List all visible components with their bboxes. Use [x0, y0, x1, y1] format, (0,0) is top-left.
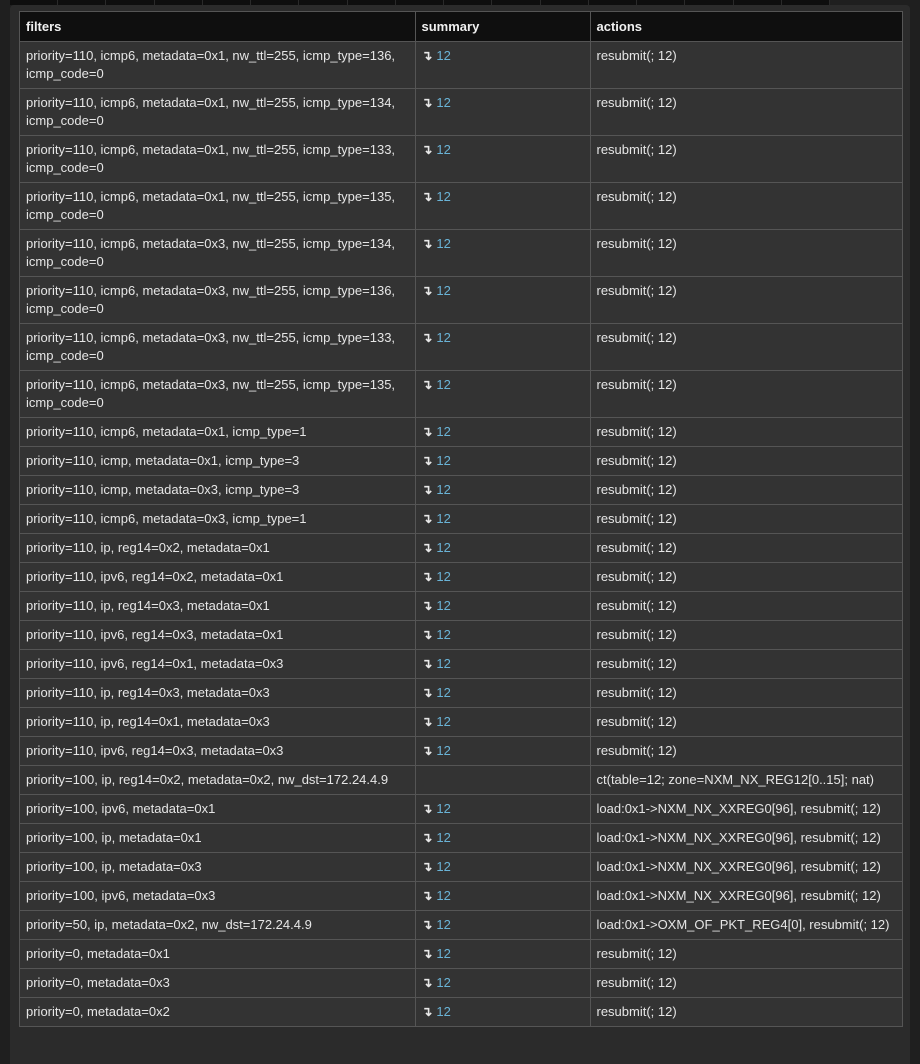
filters-cell: priority=0, metadata=0x3 [20, 969, 415, 998]
summary-cell [415, 882, 590, 911]
goto-table-link[interactable]: 12 [436, 540, 451, 555]
table-row [20, 230, 902, 277]
goto-table-arrow-icon: ↴ [421, 801, 433, 816]
table-row [20, 324, 902, 371]
filters-cell: priority=110, ipv6, reg14=0x3, metadata=0x1 [20, 621, 415, 650]
actions-cell: resubmit(; 12) [590, 621, 902, 650]
table-row [20, 766, 902, 795]
filters-cell: priority=100, ipv6, metadata=0x3 [20, 882, 415, 911]
column-header-actions[interactable]: actions [590, 12, 902, 42]
filters-cell: priority=110, ipv6, reg14=0x3, metadata=0x3 [20, 737, 415, 766]
filters-cell: priority=110, icmp6, metadata=0x1, icmp_type=1 [20, 418, 415, 447]
table-row [20, 447, 902, 476]
goto-table-link[interactable]: 12 [436, 283, 451, 298]
summary-cell [415, 534, 590, 563]
table-row [20, 940, 902, 969]
actions-cell: resubmit(; 12) [590, 679, 902, 708]
goto-table-link[interactable]: 12 [436, 946, 451, 961]
summary-cell [415, 183, 590, 230]
filters-cell: priority=110, icmp6, metadata=0x3, nw_ttl=255, icmp_type=133, icmp_code=0 [20, 324, 415, 371]
actions-cell: resubmit(; 12) [590, 505, 902, 534]
table-row [20, 89, 902, 136]
table-row [20, 505, 902, 534]
goto-table-link[interactable]: 12 [436, 189, 451, 204]
goto-table-arrow-icon: ↴ [421, 482, 433, 497]
goto-table-arrow-icon: ↴ [421, 95, 433, 110]
table-row [20, 911, 902, 940]
summary-cell [415, 737, 590, 766]
goto-table-link[interactable]: 12 [436, 377, 451, 392]
summary-cell [415, 505, 590, 534]
goto-table-arrow-icon: ↴ [421, 656, 433, 671]
goto-table-link[interactable]: 12 [436, 743, 451, 758]
goto-table-arrow-icon: ↴ [421, 283, 433, 298]
summary-cell [415, 708, 590, 737]
summary-cell [415, 940, 590, 969]
actions-cell: resubmit(; 12) [590, 230, 902, 277]
goto-table-link[interactable]: 12 [436, 330, 451, 345]
goto-table-link[interactable]: 12 [436, 1004, 451, 1019]
summary-cell [415, 679, 590, 708]
summary-cell [415, 650, 590, 679]
summary-cell [415, 592, 590, 621]
actions-cell: resubmit(; 12) [590, 737, 902, 766]
summary-cell [415, 371, 590, 418]
summary-cell [415, 476, 590, 505]
summary-cell [415, 969, 590, 998]
actions-cell: load:0x1->NXM_NX_XXREG0[96], resubmit(; 12) [590, 824, 902, 853]
summary-cell [415, 418, 590, 447]
filters-cell: priority=110, icmp6, metadata=0x1, nw_ttl=255, icmp_type=134, icmp_code=0 [20, 89, 415, 136]
table-row [20, 969, 902, 998]
goto-table-arrow-icon: ↴ [421, 830, 433, 845]
table-row [20, 418, 902, 447]
summary-cell [415, 324, 590, 371]
summary-cell [415, 230, 590, 277]
table-row [20, 183, 902, 230]
actions-cell: resubmit(; 12) [590, 650, 902, 679]
actions-cell: resubmit(; 12) [590, 969, 902, 998]
summary-cell [415, 42, 590, 89]
table-row [20, 42, 902, 89]
actions-cell: resubmit(; 12) [590, 324, 902, 371]
actions-cell: load:0x1->NXM_NX_XXREG0[96], resubmit(; 12) [590, 853, 902, 882]
actions-cell: resubmit(; 12) [590, 89, 902, 136]
goto-table-link[interactable]: 12 [436, 95, 451, 110]
goto-table-link[interactable]: 12 [436, 48, 451, 63]
filters-cell: priority=0, metadata=0x2 [20, 998, 415, 1027]
actions-cell: resubmit(; 12) [590, 183, 902, 230]
goto-table-arrow-icon: ↴ [421, 598, 433, 613]
goto-table-arrow-icon: ↴ [421, 917, 433, 932]
column-header-filters[interactable]: filters [20, 12, 415, 42]
goto-table-link[interactable]: 12 [436, 888, 451, 903]
filters-cell: priority=110, icmp6, metadata=0x1, nw_ttl=255, icmp_type=136, icmp_code=0 [20, 42, 415, 89]
goto-table-link[interactable]: 12 [436, 656, 451, 671]
actions-cell: resubmit(; 12) [590, 447, 902, 476]
filters-cell: priority=100, ipv6, metadata=0x1 [20, 795, 415, 824]
goto-table-arrow-icon: ↴ [421, 1004, 433, 1019]
actions-cell: resubmit(; 12) [590, 418, 902, 447]
goto-table-link[interactable]: 12 [436, 830, 451, 845]
flows-table [20, 12, 902, 1027]
goto-table-link[interactable]: 12 [436, 801, 451, 816]
summary-cell [415, 621, 590, 650]
filters-cell: priority=110, ipv6, reg14=0x2, metadata=0x1 [20, 563, 415, 592]
table-row [20, 371, 902, 418]
flows-table-container [19, 11, 903, 1027]
goto-table-arrow-icon: ↴ [421, 685, 433, 700]
filters-cell: priority=110, ipv6, reg14=0x1, metadata=0x3 [20, 650, 415, 679]
column-header-summary[interactable]: summary [415, 12, 590, 42]
goto-table-arrow-icon: ↴ [421, 859, 433, 874]
summary-cell [415, 998, 590, 1027]
goto-table-link[interactable]: 12 [436, 142, 451, 157]
goto-table-arrow-icon: ↴ [421, 453, 433, 468]
actions-cell: resubmit(; 12) [590, 998, 902, 1027]
filters-cell: priority=110, icmp, metadata=0x1, icmp_type=3 [20, 447, 415, 476]
filters-cell: priority=110, ip, reg14=0x3, metadata=0x3 [20, 679, 415, 708]
summary-cell [415, 911, 590, 940]
actions-cell: resubmit(; 12) [590, 708, 902, 737]
table-row [20, 708, 902, 737]
actions-cell: resubmit(; 12) [590, 534, 902, 563]
actions-cell: resubmit(; 12) [590, 940, 902, 969]
filters-cell: priority=110, ip, reg14=0x2, metadata=0x1 [20, 534, 415, 563]
goto-table-arrow-icon: ↴ [421, 627, 433, 642]
goto-table-arrow-icon: ↴ [421, 743, 433, 758]
goto-table-arrow-icon: ↴ [421, 236, 433, 251]
filters-cell: priority=0, metadata=0x1 [20, 940, 415, 969]
goto-table-link[interactable]: 12 [436, 627, 451, 642]
goto-table-link[interactable]: 12 [436, 236, 451, 251]
goto-table-arrow-icon: ↴ [421, 946, 433, 961]
filters-cell: priority=110, icmp6, metadata=0x3, icmp_type=1 [20, 505, 415, 534]
table-row [20, 998, 902, 1027]
table-row [20, 277, 902, 324]
filters-cell: priority=110, icmp6, metadata=0x3, nw_ttl=255, icmp_type=135, icmp_code=0 [20, 371, 415, 418]
filters-cell: priority=110, icmp6, metadata=0x3, nw_ttl=255, icmp_type=136, icmp_code=0 [20, 277, 415, 324]
summary-cell [415, 136, 590, 183]
goto-table-link[interactable]: 12 [436, 424, 451, 439]
goto-table-arrow-icon: ↴ [421, 714, 433, 729]
actions-cell: load:0x1->OXM_OF_PKT_REG4[0], resubmit(; 12) [590, 911, 902, 940]
filters-cell: priority=50, ip, metadata=0x2, nw_dst=172.24.4.9 [20, 911, 415, 940]
goto-table-arrow-icon: ↴ [421, 540, 433, 555]
goto-table-arrow-icon: ↴ [421, 142, 433, 157]
actions-cell: resubmit(; 12) [590, 476, 902, 505]
table-row [20, 650, 902, 679]
filters-cell: priority=110, icmp6, metadata=0x1, nw_ttl=255, icmp_type=133, icmp_code=0 [20, 136, 415, 183]
goto-table-link[interactable]: 12 [436, 453, 451, 468]
actions-cell: ct(table=12; zone=NXM_NX_REG12[0..15]; nat) [590, 766, 902, 795]
actions-cell: resubmit(; 12) [590, 277, 902, 324]
goto-table-link[interactable]: 12 [436, 859, 451, 874]
summary-cell [415, 824, 590, 853]
goto-table-link[interactable]: 12 [436, 685, 451, 700]
table-row [20, 563, 902, 592]
goto-table-link[interactable]: 12 [436, 975, 451, 990]
summary-cell [415, 795, 590, 824]
actions-cell: resubmit(; 12) [590, 592, 902, 621]
table-row [20, 824, 902, 853]
goto-table-link[interactable]: 12 [436, 598, 451, 613]
goto-table-arrow-icon: ↴ [421, 377, 433, 392]
table-row [20, 737, 902, 766]
goto-table-link[interactable]: 12 [436, 569, 451, 584]
table-header-row [20, 12, 902, 42]
summary-cell [415, 853, 590, 882]
table-body [20, 42, 902, 1027]
goto-table-arrow-icon: ↴ [421, 424, 433, 439]
summary-cell [415, 89, 590, 136]
goto-table-arrow-icon: ↴ [421, 48, 433, 63]
actions-cell: resubmit(; 12) [590, 371, 902, 418]
actions-cell: resubmit(; 12) [590, 563, 902, 592]
goto-table-arrow-icon: ↴ [421, 975, 433, 990]
table-row [20, 136, 902, 183]
summary-cell [415, 563, 590, 592]
filters-cell: priority=110, icmp6, metadata=0x3, nw_ttl=255, icmp_type=134, icmp_code=0 [20, 230, 415, 277]
table-row [20, 621, 902, 650]
summary-cell [415, 766, 590, 795]
actions-cell: resubmit(; 12) [590, 42, 902, 89]
goto-table-arrow-icon: ↴ [421, 511, 433, 526]
actions-cell: load:0x1->NXM_NX_XXREG0[96], resubmit(; 12) [590, 882, 902, 911]
goto-table-arrow-icon: ↴ [421, 330, 433, 345]
actions-cell: resubmit(; 12) [590, 136, 902, 183]
table-row [20, 795, 902, 824]
table-row [20, 592, 902, 621]
filters-cell: priority=110, ip, reg14=0x1, metadata=0x3 [20, 708, 415, 737]
goto-table-link[interactable]: 12 [436, 714, 451, 729]
actions-cell: load:0x1->NXM_NX_XXREG0[96], resubmit(; 12) [590, 795, 902, 824]
table-row [20, 882, 902, 911]
table-row [20, 534, 902, 563]
table-row [20, 679, 902, 708]
goto-table-link[interactable]: 12 [436, 917, 451, 932]
filters-cell: priority=100, ip, metadata=0x1 [20, 824, 415, 853]
goto-table-link[interactable]: 12 [436, 511, 451, 526]
goto-table-arrow-icon: ↴ [421, 569, 433, 584]
table-row [20, 853, 902, 882]
goto-table-link[interactable]: 12 [436, 482, 451, 497]
filters-cell: priority=110, icmp6, metadata=0x1, nw_ttl=255, icmp_type=135, icmp_code=0 [20, 183, 415, 230]
filters-cell: priority=100, ip, metadata=0x3 [20, 853, 415, 882]
filters-cell: priority=100, ip, reg14=0x2, metadata=0x2, nw_dst=172.24.4.9 [20, 766, 415, 795]
summary-cell [415, 447, 590, 476]
table-row [20, 476, 902, 505]
filters-cell: priority=110, ip, reg14=0x3, metadata=0x1 [20, 592, 415, 621]
filters-cell: priority=110, icmp, metadata=0x3, icmp_type=3 [20, 476, 415, 505]
summary-cell [415, 277, 590, 324]
goto-table-arrow-icon: ↴ [421, 888, 433, 903]
goto-table-arrow-icon: ↴ [421, 189, 433, 204]
